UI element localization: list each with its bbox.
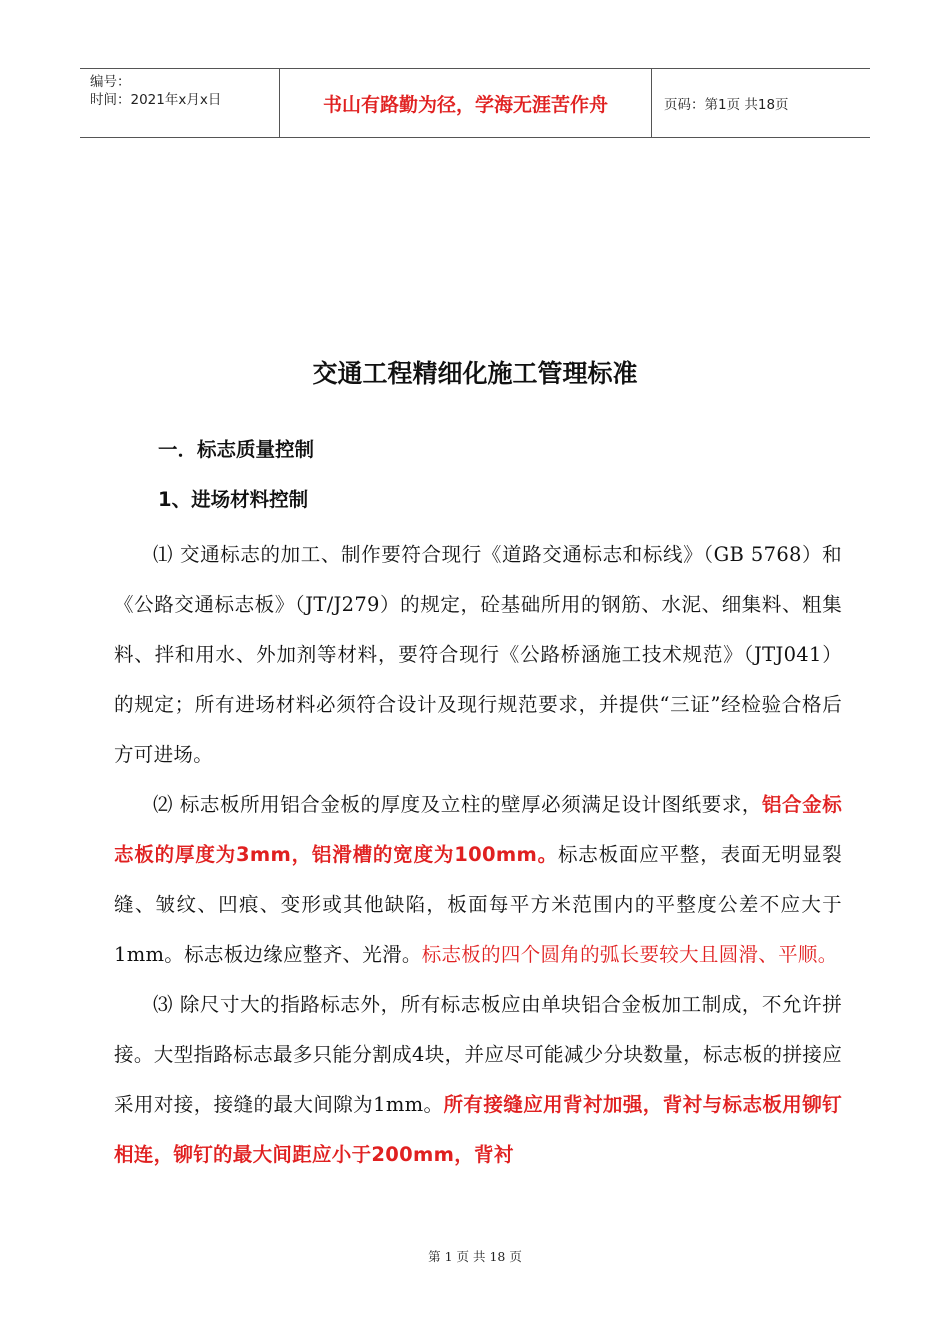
paragraph-1: ⑴ 交通标志的加工、制作要符合现行《道路交通标志和标线》（GB 5768）和《公路交通标志板》（JT/J279）的规定，砼基础所用的钢筋、水泥、细集料、粗集料、拌和用水、外加剂等材料，要符合现行《公路桥涵施工技术规范》（JTJ041）的规定；所有进场材料必须符合设计及现行规范要求，并提供“三证”经检验合格后方可进场。 — [114, 543, 842, 766]
document-title: 交通工程精细化施工管理标准 — [312, 359, 638, 388]
document-body — [114, 530, 842, 1180]
paragraph-2-text-continued: 标志板面应平整，表面无明显裂缝、皱纹、凹痕、变形或其他缺陷，板面每平方米范围内的平整度公差不应大于1mm。标志板边缘应整齐、光滑。 — [114, 843, 843, 966]
paragraph-2-emphasis: 铝合金标志板的厚度为3mm，铝滑槽的宽度为100mm。 — [114, 793, 843, 866]
paragraph-3 — [114, 980, 842, 1180]
document-number-label: 编号： — [90, 74, 131, 90]
paragraph-3-text: ⑶ 除尺寸大的指路标志外，所有标志板应由单块铝合金板加工制成，不允许拼接。大型指路标志最多只能分割成4块，并应尽可能减少分块数量，标志板的拼接应采用对接，接缝的最大间隙为1mm。 — [114, 993, 842, 1116]
header-meta — [80, 69, 280, 137]
subsection-heading: 1、进场材料控制 — [158, 488, 309, 511]
header-page-info: 页码：第1页 共18页 — [664, 97, 789, 113]
document-time-label: 时间：2021年x月x日 — [90, 92, 222, 108]
page-header — [80, 68, 870, 138]
paragraph-3-emphasis: 所有接缝应用背衬加强，背衬与标志板用铆钉相连，铆钉的最大间距应小于200mm，背衬 — [114, 1093, 842, 1166]
header-motto: 书山有路勤为径，学海无涯苦作舟 — [280, 69, 652, 137]
paragraph-2-highlight: 标志板的四个圆角的弧长要较大且圆滑、平顺。 — [421, 943, 838, 966]
section-heading: 一．标志质量控制 — [158, 438, 315, 461]
paragraph-2 — [114, 780, 842, 980]
page-footer: 第 1 页 共 18 页 — [428, 1249, 522, 1264]
paragraph-2-text: ⑵ 标志板所用铝合金板的厚度及立柱的壁厚必须满足设计图纸要求， — [153, 793, 762, 816]
